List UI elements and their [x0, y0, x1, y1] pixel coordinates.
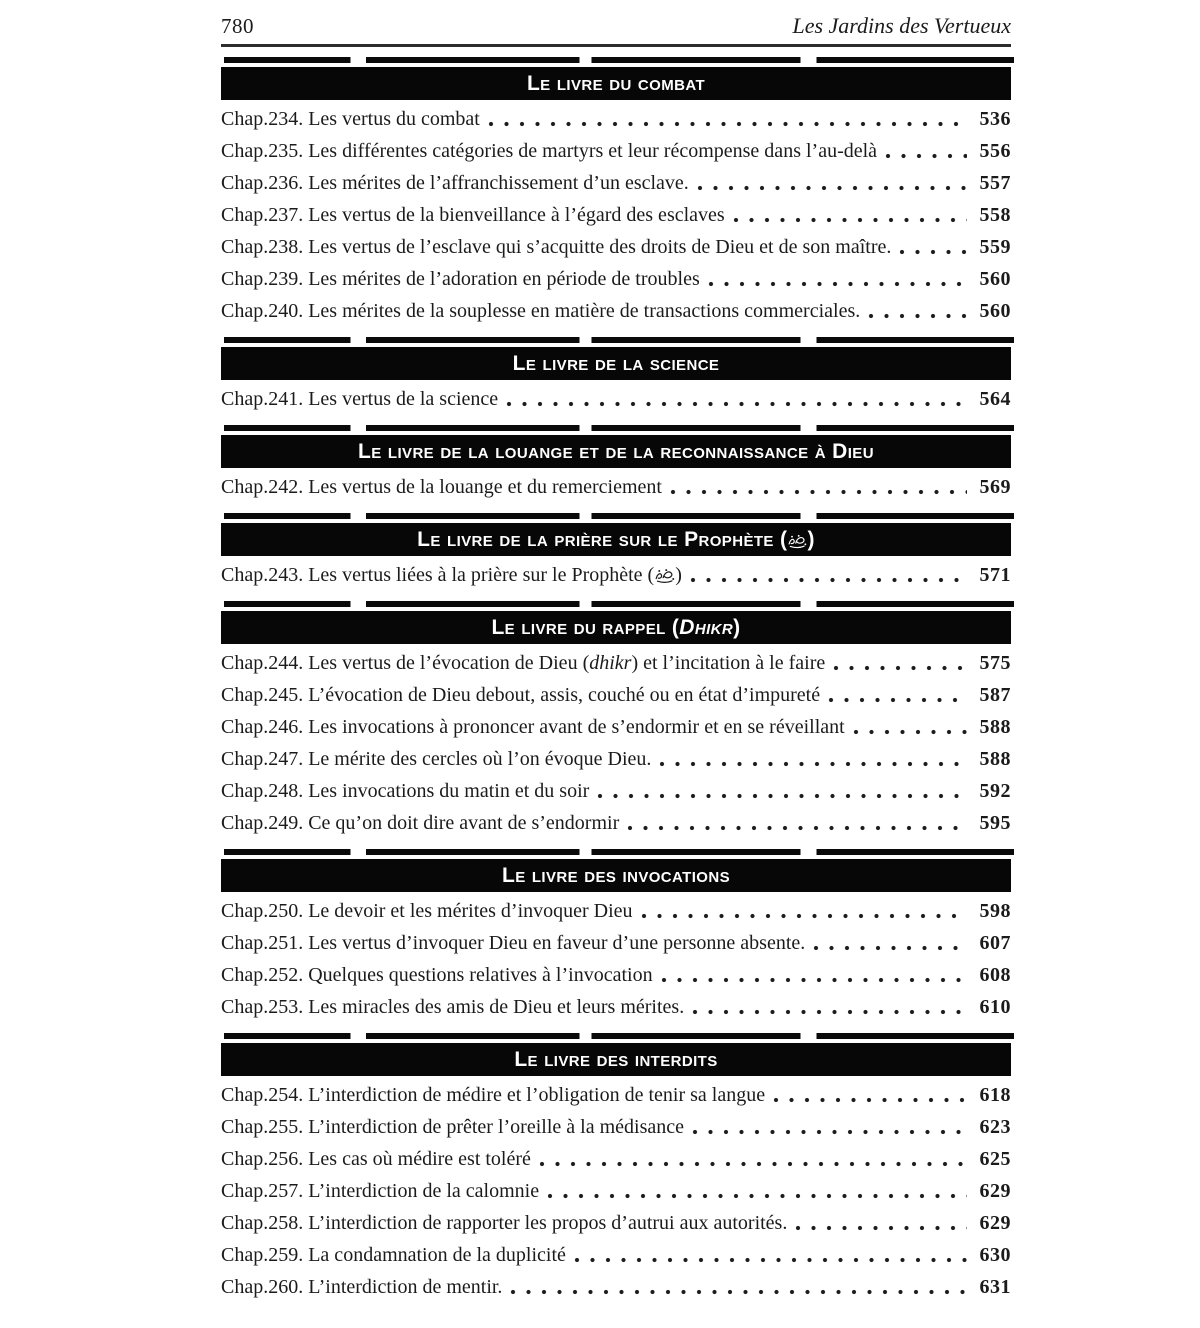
- toc-entry: [221, 471, 1011, 503]
- toc-entry: [221, 1143, 1011, 1175]
- toc-entry: [221, 895, 1011, 927]
- toc-entry-page: 595: [979, 812, 1011, 834]
- banner-shadow: [224, 513, 1014, 519]
- toc-entry: [221, 1079, 1011, 1111]
- toc-entry-page: 618: [979, 1084, 1011, 1106]
- dot-leader: [795, 1225, 967, 1231]
- toc-entry: [221, 295, 1011, 327]
- toc-entry-label: Chap.256. Les cas où médire est toléré: [221, 1148, 531, 1170]
- toc-entry-page: 607: [979, 932, 1011, 954]
- toc-entry: [221, 647, 1011, 679]
- toc-entry-page: 560: [979, 268, 1011, 290]
- page-header: [221, 12, 1011, 40]
- dot-leader: [697, 185, 967, 191]
- toc-entry: [221, 103, 1011, 135]
- toc-entry-label: Chap.234. Les vertus du combat: [221, 108, 480, 130]
- toc-entry: [221, 807, 1011, 839]
- banner-shadow: [224, 337, 1014, 343]
- toc-entry-page: 629: [979, 1180, 1011, 1202]
- banner-title: Le livre du rappel (Dhikr): [491, 615, 741, 639]
- dot-leader: [868, 313, 967, 319]
- dot-leader: [828, 697, 967, 703]
- dot-leader: [627, 825, 967, 831]
- banner-shadow: [224, 849, 1014, 855]
- toc-entry-page: 571: [979, 564, 1011, 586]
- toc-entry-label: Chap.246. Les invocations à prononcer avant de s’endormir et en se réveillant: [221, 716, 845, 738]
- toc-entry-label: Chap.241. Les vertus de la science: [221, 388, 499, 410]
- toc-entry-label: Chap.253. Les miracles des amis de Dieu et leurs mérites.: [221, 996, 685, 1018]
- toc-section-science: [221, 337, 1011, 415]
- section-banner: [221, 849, 1011, 892]
- toc-entry-label: Chap.258. L’interdiction de rapporter les propos d’autrui aux autorités.: [221, 1212, 788, 1234]
- banner-bar: [221, 435, 1011, 468]
- toc-entry-label: Chap.239. Les mérites de l’adoration en période de troubles: [221, 268, 700, 290]
- toc-entry-page: 569: [979, 476, 1011, 498]
- banner-title: Le livre des interdits: [514, 1047, 718, 1071]
- toc-entry: [221, 959, 1011, 991]
- saws-calligraphy-icon: [787, 533, 807, 549]
- toc-entry-page: 560: [979, 300, 1011, 322]
- toc-entry-label: Chap.240. Les mérites de la souplesse en matière de transactions commerciales.: [221, 300, 861, 322]
- toc-entry-page: 564: [979, 388, 1011, 410]
- toc-entry-label: Chap.255. L’interdiction de prêter l’oreille à la médisance: [221, 1116, 684, 1138]
- banner-bar: [221, 859, 1011, 892]
- banner-title: Le livre de la prière sur le Prophète ( ): [417, 527, 815, 551]
- toc-entry: [221, 1175, 1011, 1207]
- toc-entry: [221, 559, 1011, 591]
- dot-leader: [899, 249, 967, 255]
- toc-entry: [221, 743, 1011, 775]
- toc-section-invocations: [221, 849, 1011, 1023]
- dot-leader: [641, 913, 967, 919]
- saws-calligraphy-icon: [654, 567, 675, 584]
- section-banner: [221, 57, 1011, 100]
- toc-entry: [221, 383, 1011, 415]
- dot-leader: [597, 793, 967, 799]
- toc-entry: [221, 1239, 1011, 1271]
- page-number: 780: [221, 14, 254, 38]
- toc-entry-page: 588: [979, 748, 1011, 770]
- toc-entry: [221, 711, 1011, 743]
- toc-entry-label: Chap.257. L’interdiction de la calomnie: [221, 1180, 540, 1202]
- dot-leader: [690, 577, 967, 583]
- toc-entry-page: 629: [979, 1212, 1011, 1234]
- toc-entry-page: 557: [979, 172, 1011, 194]
- banner-shadow: [224, 601, 1014, 607]
- dot-leader: [510, 1289, 967, 1295]
- toc-entry-label: Chap.251. Les vertus d’invoquer Dieu en faveur d’une personne absente.: [221, 932, 806, 954]
- toc-entry-label: Chap.254. L’interdiction de médire et l’obligation de tenir sa langue: [221, 1084, 766, 1106]
- dot-leader: [692, 1129, 967, 1135]
- dot-leader: [885, 153, 967, 159]
- toc-entry-page: 610: [979, 996, 1011, 1018]
- section-banner: [221, 425, 1011, 468]
- toc-entry-label: Chap.244. Les vertus de l’évocation de Dieu (dhikr) et l’incitation à le faire: [221, 652, 826, 674]
- toc-entry: [221, 1207, 1011, 1239]
- banner-bar: [221, 67, 1011, 100]
- toc-section-rappel: [221, 601, 1011, 839]
- dot-leader: [547, 1193, 967, 1199]
- section-banner: [221, 601, 1011, 644]
- book-page: [221, 0, 1011, 1303]
- toc-entry-label: Chap.249. Ce qu’on doit dire avant de s’endormir: [221, 812, 620, 834]
- toc-entry-page: 631: [979, 1276, 1011, 1298]
- toc-entry-label: Chap.248. Les invocations du matin et du soir: [221, 780, 590, 802]
- toc-entry: [221, 199, 1011, 231]
- dot-leader: [733, 217, 967, 223]
- toc-entry-page: 588: [979, 716, 1011, 738]
- toc-section-combat: [221, 57, 1011, 327]
- toc-entry: [221, 1111, 1011, 1143]
- toc-entry-label: Chap.252. Quelques questions relatives à l’invocation: [221, 964, 653, 986]
- banner-title: Le livre du combat: [526, 71, 706, 95]
- banner-shadow: [224, 425, 1014, 431]
- dot-leader: [813, 945, 967, 951]
- toc-entry-label: Chap.236. Les mérites de l’affranchissement d’un esclave.: [221, 172, 689, 194]
- banner-shadow: [224, 1033, 1014, 1039]
- section-banner: [221, 513, 1011, 556]
- banner-title: Le livre de la science: [512, 351, 720, 375]
- section-banner: [221, 337, 1011, 380]
- toc-entry: [221, 135, 1011, 167]
- dot-leader: [692, 1009, 967, 1015]
- header-rule: [221, 44, 1011, 47]
- dot-leader: [659, 761, 967, 767]
- toc-entry-page: 623: [979, 1116, 1011, 1138]
- toc-entry-label: Chap.260. L’interdiction de mentir.: [221, 1276, 503, 1298]
- banner-bar: [221, 611, 1011, 644]
- banner-bar: [221, 1043, 1011, 1076]
- toc-entry: [221, 231, 1011, 263]
- toc-entry-page: 598: [979, 900, 1011, 922]
- toc-entry-label: Chap.247. Le mérite des cercles où l’on évoque Dieu.: [221, 748, 652, 770]
- toc-entry: [221, 679, 1011, 711]
- dot-leader: [833, 665, 967, 671]
- banner-shadow: [224, 57, 1014, 63]
- toc-section-interdits: [221, 1033, 1011, 1303]
- toc-entry-page: 592: [979, 780, 1011, 802]
- dot-leader: [773, 1097, 967, 1103]
- toc-entry-page: 625: [979, 1148, 1011, 1170]
- table-of-contents: [221, 57, 1011, 1303]
- toc-section-louange: [221, 425, 1011, 503]
- toc-entry-page: 575: [979, 652, 1011, 674]
- toc-entry-page: 559: [979, 236, 1011, 258]
- banner-bar: [221, 347, 1011, 380]
- running-title: Les Jardins des Vertueux: [792, 13, 1011, 38]
- dot-leader: [506, 401, 967, 407]
- toc-entry: [221, 927, 1011, 959]
- toc-entry: [221, 167, 1011, 199]
- toc-entry-label: Chap.243. Les vertus liées à la prière sur le Prophète ( ): [221, 564, 682, 586]
- toc-entry-label: Chap.245. L’évocation de Dieu debout, assis, couché ou en état d’impureté: [221, 684, 821, 706]
- dot-leader: [708, 281, 967, 287]
- toc-entry-label: Chap.235. Les différentes catégories de martyrs et leur récompense dans l’au-delà: [221, 140, 878, 162]
- toc-entry-page: 587: [979, 684, 1011, 706]
- toc-section-priere-prophete: [221, 513, 1011, 591]
- toc-entry-label: Chap.242. Les vertus de la louange et du remerciement: [221, 476, 662, 498]
- toc-entry: [221, 775, 1011, 807]
- section-banner: [221, 1033, 1011, 1076]
- dot-leader: [539, 1161, 967, 1167]
- toc-entry-page: 536: [979, 108, 1011, 130]
- toc-entry-label: Chap.238. Les vertus de l’esclave qui s’acquitte des droits de Dieu et de son maître.: [221, 236, 892, 258]
- dot-leader: [853, 729, 967, 735]
- toc-entry-page: 556: [979, 140, 1011, 162]
- dot-leader: [670, 489, 967, 495]
- toc-entry-label: Chap.250. Le devoir et les mérites d’invoquer Dieu: [221, 900, 633, 922]
- toc-entry-page: 630: [979, 1244, 1011, 1266]
- toc-entry-page: 558: [979, 204, 1011, 226]
- toc-entry: [221, 1271, 1011, 1303]
- banner-title: Le livre des invocations: [501, 863, 730, 887]
- dot-leader: [574, 1257, 967, 1263]
- toc-entry-page: 608: [979, 964, 1011, 986]
- toc-entry: [221, 991, 1011, 1023]
- dot-leader: [488, 121, 967, 127]
- toc-entry-label: Chap.259. La condamnation de la duplicité: [221, 1244, 566, 1266]
- dot-leader: [661, 977, 967, 983]
- banner-title: Le livre de la louange et de la reconnaissance à Dieu: [358, 439, 874, 463]
- toc-entry-label: Chap.237. Les vertus de la bienveillance à l’égard des esclaves: [221, 204, 725, 226]
- toc-entry: [221, 263, 1011, 295]
- banner-bar: [221, 523, 1011, 556]
